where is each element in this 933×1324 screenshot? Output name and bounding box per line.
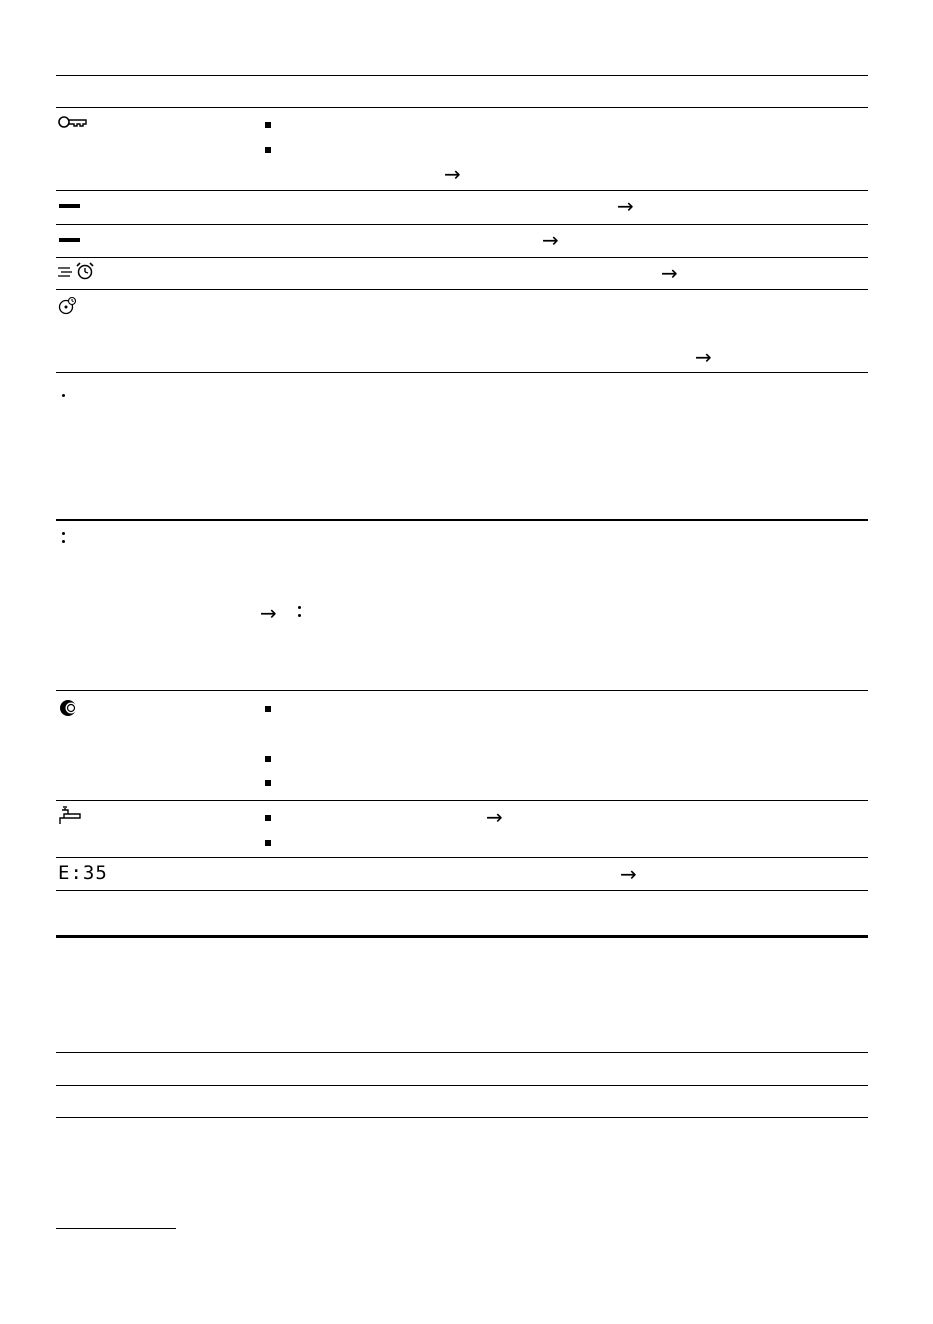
single-dot-indicator-icon (62, 394, 65, 397)
right-arrow-icon: → (620, 862, 637, 886)
right-arrow-icon: → (695, 345, 712, 369)
table-bottom-rule (56, 890, 868, 891)
square-bullet-icon (265, 756, 271, 762)
row-divider (56, 224, 868, 225)
colon-indicator-icon (62, 532, 65, 535)
square-bullet-icon (265, 147, 271, 153)
table-top-rule (56, 75, 868, 76)
row-divider (56, 289, 868, 290)
row-divider (56, 800, 868, 801)
right-arrow-icon: → (444, 162, 461, 186)
square-bullet-icon (265, 840, 271, 846)
key-icon (58, 115, 88, 129)
row-divider (56, 519, 868, 521)
row-divider (56, 1052, 868, 1053)
footnote-separator (56, 1228, 176, 1229)
colon-indicator-icon (298, 614, 301, 617)
drum-clock-icon (58, 296, 78, 316)
speed-alarm-clock-icon (58, 262, 98, 280)
row-divider (56, 1085, 868, 1086)
right-arrow-icon: → (661, 261, 678, 285)
partial-moon-icon (58, 698, 80, 718)
square-bullet-icon (265, 780, 271, 786)
right-arrow-icon: → (617, 194, 634, 218)
colon-indicator-icon (298, 606, 301, 609)
square-bullet-icon (265, 815, 271, 821)
row-divider (56, 257, 868, 258)
row-divider (56, 690, 868, 691)
display-readout: E:35 (58, 862, 108, 884)
colon-indicator-icon (62, 540, 65, 543)
table-header-rule (56, 107, 868, 108)
section-rule (56, 935, 868, 938)
right-arrow-icon: → (486, 805, 503, 829)
minus-display-icon (59, 238, 80, 242)
row-divider (56, 1117, 868, 1118)
row-divider (56, 190, 868, 191)
row-divider (56, 372, 868, 373)
square-bullet-icon (265, 706, 271, 712)
right-arrow-icon: → (542, 228, 559, 252)
water-tap-icon (58, 806, 82, 826)
row-divider (56, 857, 868, 858)
square-bullet-icon (265, 122, 271, 128)
right-arrow-icon: → (260, 601, 277, 625)
minus-display-icon (59, 204, 80, 208)
